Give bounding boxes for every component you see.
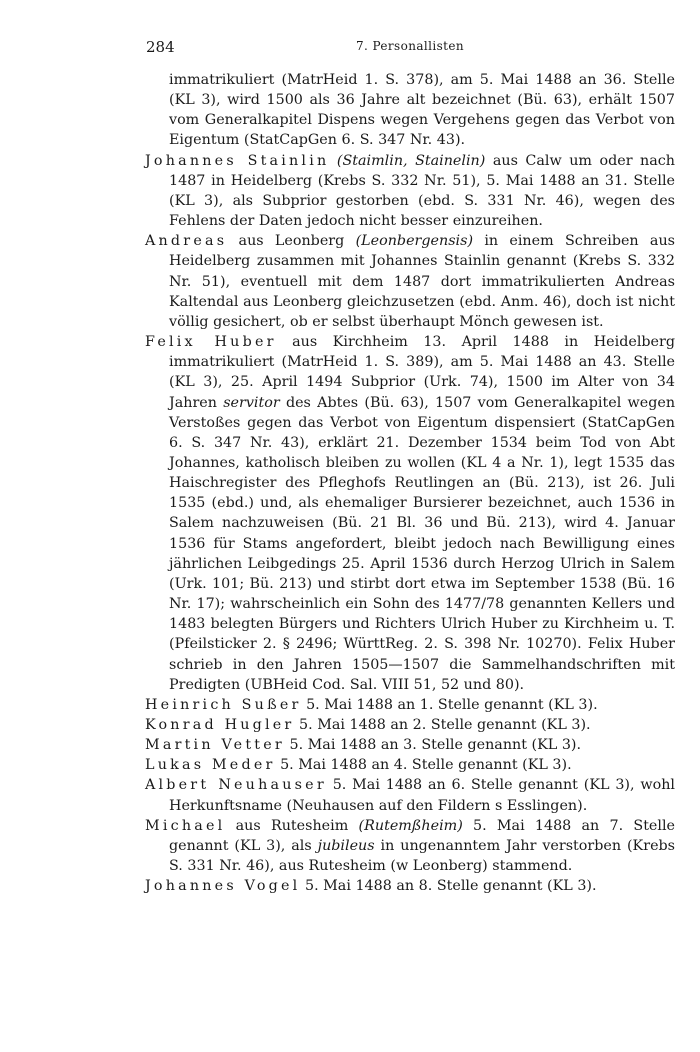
entry-text-continued: in ungenanntem Jahr verstorben (Krebs S. 331 Nr. 46), aus Rutesheim (w Leonberg) stammend. xyxy=(169,837,676,875)
entry-text: 5. Mai 1488 an 1. Stelle genannt (KL 3). xyxy=(306,696,598,713)
entry-text: 5. Mai 1488 an 4. Stelle genannt (KL 3). xyxy=(280,757,572,774)
person-name: Konrad Hugler xyxy=(145,717,295,733)
person-name: Michael xyxy=(145,817,226,834)
list-entry xyxy=(145,151,675,232)
person-name: Andreas xyxy=(145,233,228,250)
entry-text: in einem Schreiben aus Heidelberg zusammen mit Johannes Stainlin genannt (Krebs S. 332 Nr. 51), eventuell mit dem 1487 dort immatrikulierten Andreas Kaltendal aus Leonberg gleichzusetzen (ebd. Anm. 46), doch ist nicht völlig gesichert, ob er selbst überhaupt Mönch gewesen ist. xyxy=(169,233,676,330)
entry-text-continued: des Abtes (Bü. 63), 1507 vom Generalkapitel wegen Verstoßes gegen das Verbot von Eigentum dispensiert (StatCapGen 6. S. 347 Nr. 43), erklärt 21. Dezember 1534 beim Tod von Abt Johannes, katholisch bleiben zu wollen (KL 4 a Nr. 1), legt 1535 das Haischregister des Pfleghofs Reutlingen an (Bü. 213), ist 26. Juli 1535 (ebd.) und, als ehemaliger Bursierer bezeichnet, auch 1536 in Salem nachzuweisen (Bü. 21 Bl. 36 und Bü. 213), wird 4. Januar 1536 für Stams angefordert, bleibt jedoch nach Bewilligung eines jährlichen Leibgedings 25. April 1536 durch Herzog Ulrich in Salem (Urk. 101; Bü. 213) und stirbt dort etwa im September 1538 (Bü. 16 Nr. 17); wahrscheinlich ein Sohn des 1477/78 genannten Kellers und 1483 belegten Bürgers und Richters Ulrich Huber zu Kirchheim u. T. (Pfeilsticker 2. § 2496; WürttReg. 2. S. 398 Nr. 10270). Felix Huber schrieb in den Jahren 1505—1507 die Sammelhandschriften mit Predigten (UBHeid Cod. Sal. VIII 51, 52 und 80). xyxy=(169,394,676,693)
list-entry xyxy=(145,775,675,815)
list-entry xyxy=(145,755,675,775)
page-number: 284 xyxy=(146,38,175,56)
entry-text: 5. Mai 1488 an 7. Stelle genannt (KL 3), als xyxy=(169,817,675,854)
person-name: Felix Huber xyxy=(145,334,277,351)
entry-text: aus Calw um oder nach 1487 in Heidelberg (Krebs S. 332 Nr. 51), 5. Mai 1488 an 31. Stelle (KL 3), als Subprior gestorben (ebd. S. 331 Nr. 46), wegen des Fehlens der Daten jedoch nicht besser einzureihen. xyxy=(169,152,675,230)
person-name: Johannes Stainlin xyxy=(145,152,330,169)
list-entry xyxy=(145,332,675,695)
person-name: Heinrich Sußer xyxy=(145,696,302,713)
italic-term: servitor xyxy=(223,394,280,411)
list-entry xyxy=(145,70,675,151)
name-variants: (Staimlin, Stainelin) xyxy=(336,152,486,169)
list-entry xyxy=(145,231,675,332)
list-entry xyxy=(145,715,675,735)
person-name: Johannes Vogel xyxy=(145,878,301,895)
personnel-list xyxy=(145,70,675,896)
list-entry xyxy=(145,816,675,876)
list-entry xyxy=(145,876,675,896)
entry-text: immatrikuliert (MatrHeid 1. S. 378), am 5. Mai 1488 an 36. Stelle (KL 3), wird 1500 als 36 Jahre alt bezeichnet (Bü. 63), erhält 1507 vom Generalkapitel Dispens wegen Vergehens gegen das Verbot von Eigentum (StatCapGen 6. S. 347 Nr. 43). xyxy=(169,72,675,149)
name-variants: (Rutemßheim) xyxy=(358,817,463,834)
entry-origin: aus Leonberg xyxy=(238,233,345,250)
document-page xyxy=(145,0,676,895)
list-entry xyxy=(145,695,675,715)
entry-text: 5. Mai 1488 an 3. Stelle genannt (KL 3). xyxy=(289,737,582,754)
list-entry xyxy=(145,735,675,755)
entry-text: 5. Mai 1488 an 8. Stelle genannt (KL 3). xyxy=(304,878,597,895)
entry-text: 5. Mai 1488 an 2. Stelle genannt (KL 3). xyxy=(299,717,591,733)
entry-text: 5. Mai 1488 an 6. Stelle genannt (KL 3), wohl Herkunftsname (Neuhausen auf den Fildern s Esslingen). xyxy=(169,777,675,814)
running-head: 7. Personallisten xyxy=(355,39,465,53)
page-header xyxy=(145,0,675,56)
person-name: Lukas Meder xyxy=(145,757,276,774)
entry-text: aus Kirchheim 13. April 1488 in Heidelberg immatrikuliert (MatrHeid 1. S. 389), am 5. Mai 1488 an 43. Stelle (KL 3), 25. April 1494 Subprior (Urk. 74), 1500 im Alter von 34 Jahren xyxy=(169,334,675,411)
person-name: Albert Neuhauser xyxy=(145,777,327,794)
name-variants: (Leonbergensis) xyxy=(355,233,474,250)
italic-term: jubileus xyxy=(317,837,375,854)
entry-origin: aus Rutesheim xyxy=(235,817,349,834)
person-name: Martin Vetter xyxy=(145,737,285,754)
